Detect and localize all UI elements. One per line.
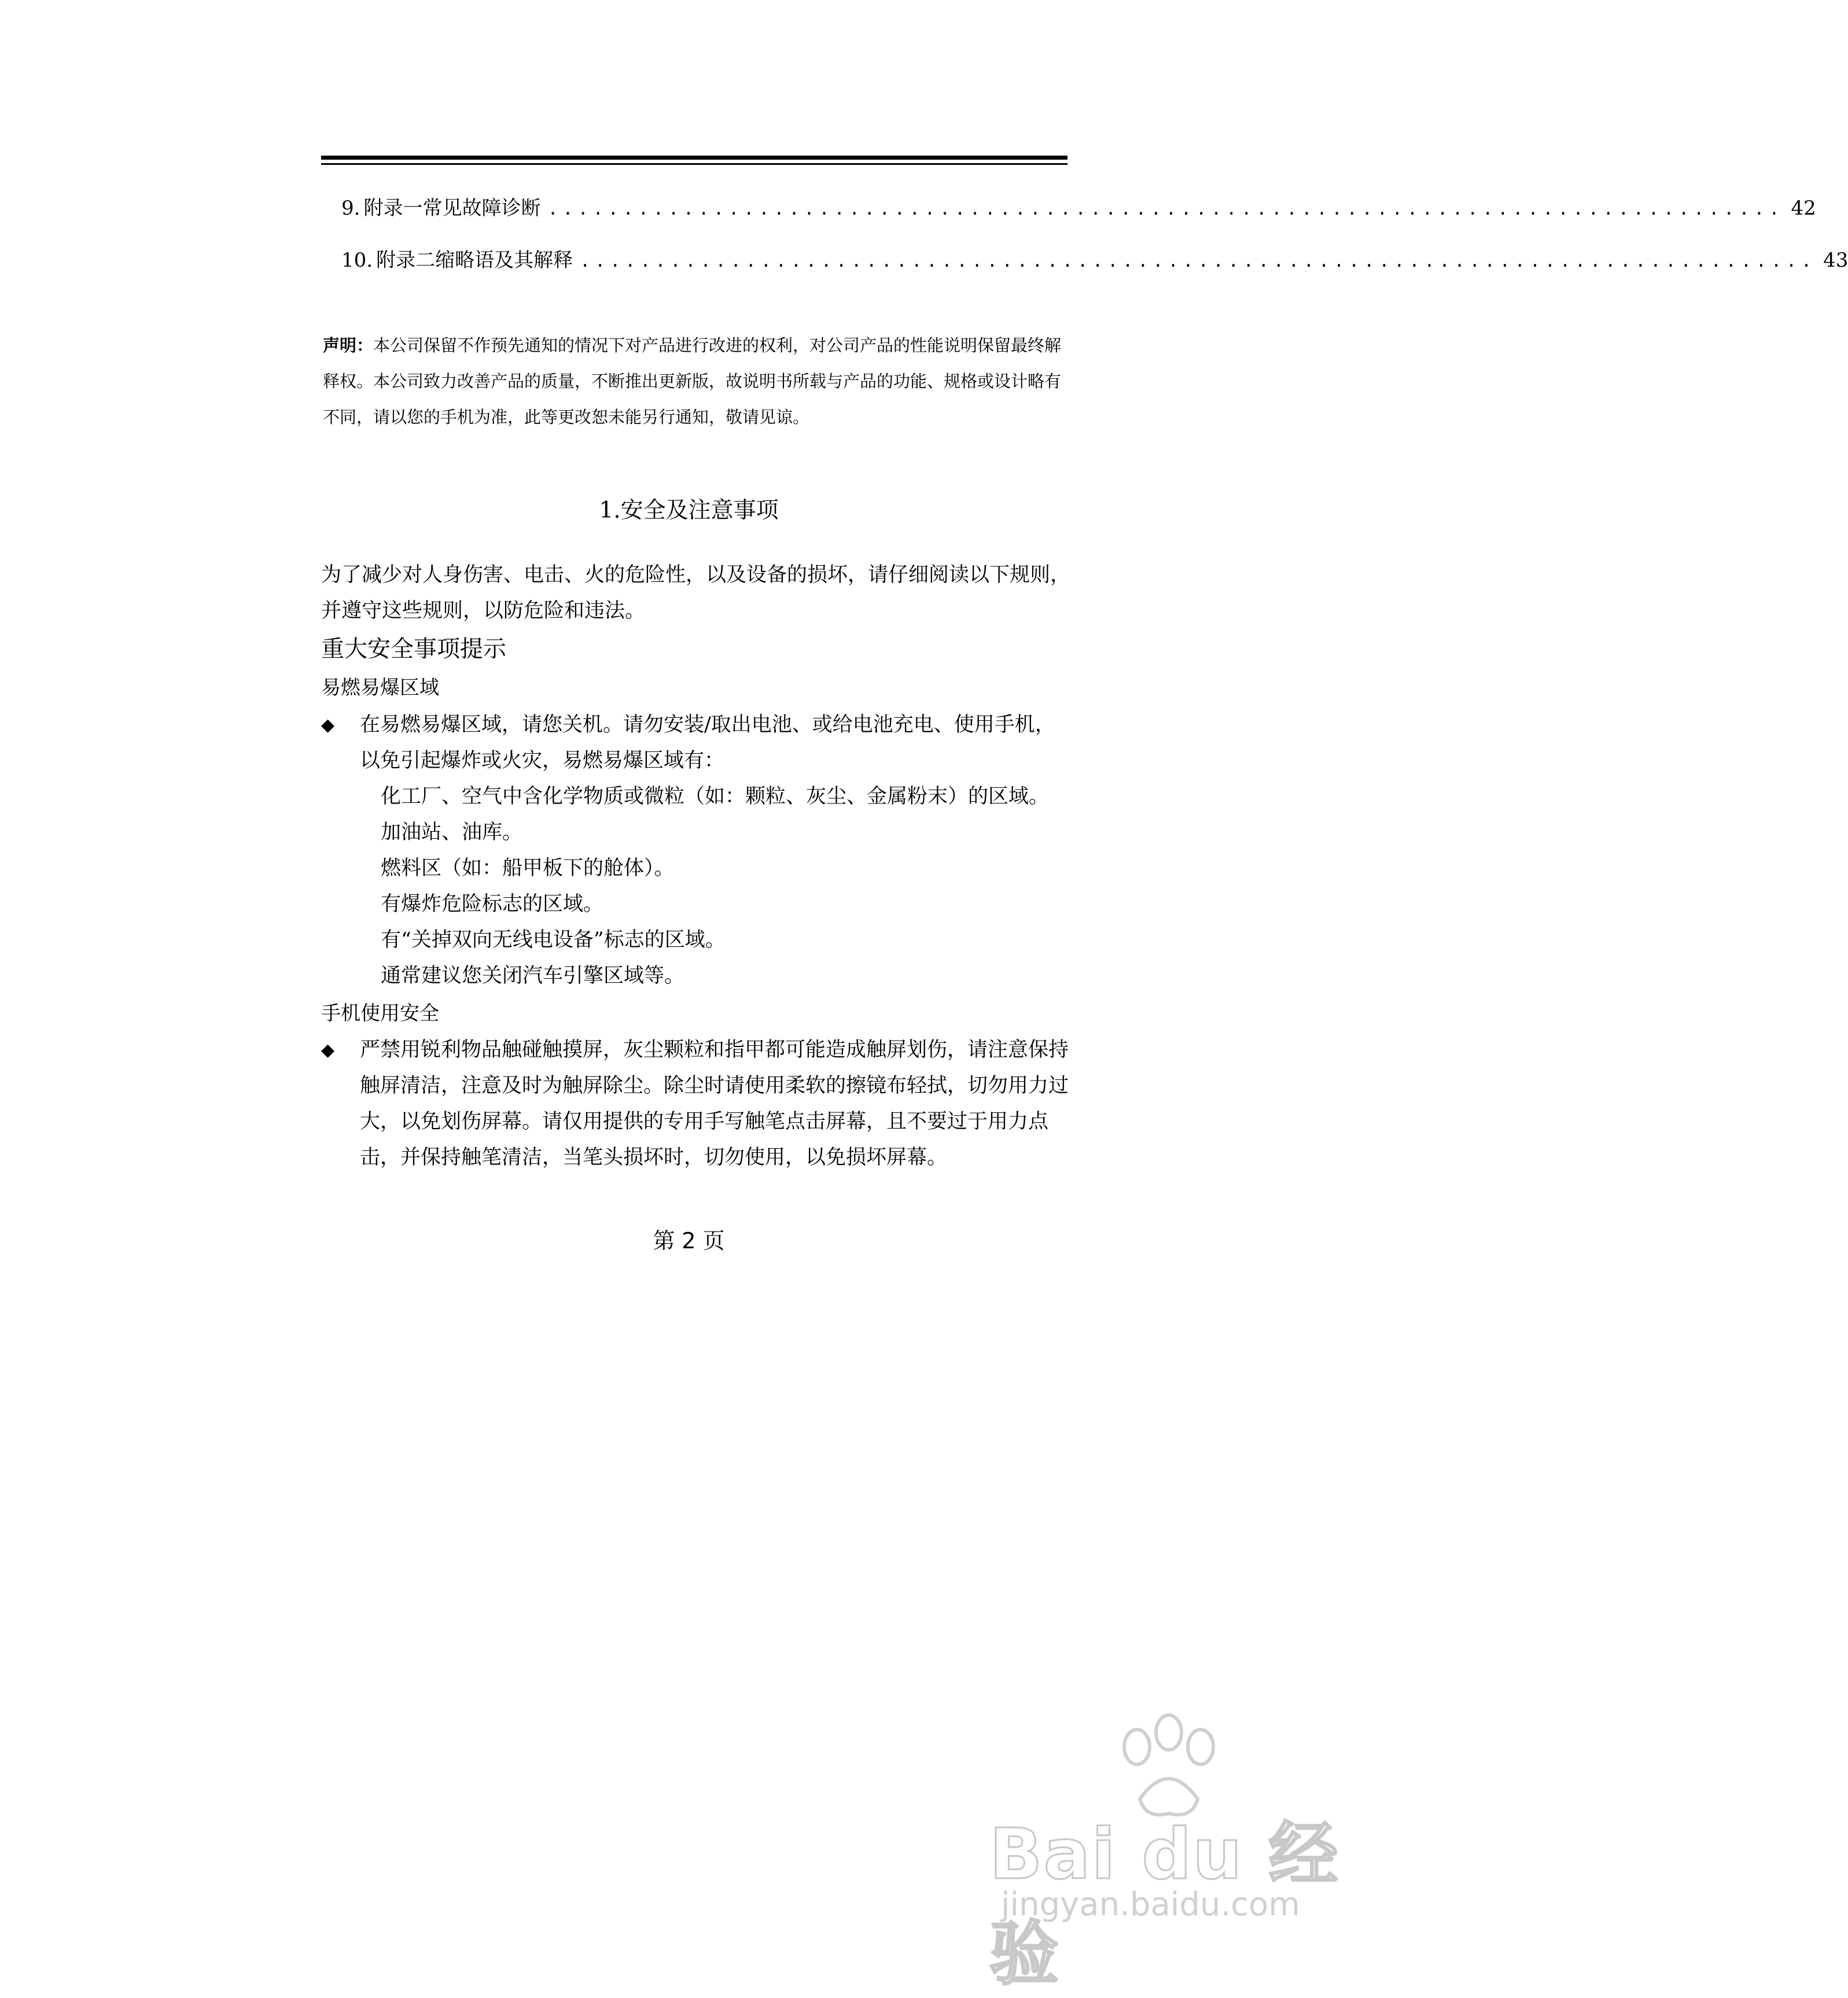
toc-entry-10[interactable]	[341, 248, 1848, 274]
toc-leader: ..................................................................................	[580, 251, 1817, 271]
flammable-item: 加油站、油库。	[381, 821, 523, 844]
phone-safety-bullet-text: 严禁用锐利物品触碰触摸屏，灰尘颗粒和指甲都可能造成触屏划伤，请注意保持触屏清洁，注意及时为触屏除尘。除尘时请使用柔软的擦镜布轻拭，切勿用力过大，以免划伤屏幕。请仅用提供的专用手写触笔点击屏幕，且不要过于用力点击，并保持触笔清洁，当笔头损坏时，切勿使用，以免损坏屏幕。	[360, 1038, 1069, 1169]
flammable-item: 有爆炸危险标志的区域。	[381, 893, 604, 916]
header-rule-thin	[321, 163, 1067, 165]
watermark-url: jingyan.baidu.com	[1001, 1886, 1300, 1923]
toc-number: 10.	[341, 249, 373, 272]
toc-entry-9[interactable]	[341, 196, 1816, 222]
toc-title: 常见故障诊断	[422, 197, 541, 220]
toc-page-number: 42	[1791, 197, 1816, 220]
section-title: 1.安全及注意事项	[599, 497, 779, 524]
flammable-bullet-text: 在易燃易爆区域，请您关机。请勿安装/取出电池、或给电池充电、使用手机，以免引起爆炸或火灾，易燃易爆区域有：	[360, 713, 1055, 772]
toc-title-prefix: 附录二	[376, 249, 436, 272]
baidu-watermark	[955, 1712, 1360, 1995]
toc-leader: ..................................................................................	[547, 199, 1784, 219]
toc-title-prefix: 附录一	[363, 197, 423, 220]
flammable-item: 通常建议您关闭汽车引擎区域等。	[381, 964, 685, 987]
toc-page-number: 43	[1823, 249, 1848, 272]
toc-title: 缩略语及其解释	[435, 249, 573, 272]
flammable-item: 燃料区（如：船甲板下的舱体）。	[381, 857, 675, 880]
phone-safety-heading: 手机使用安全	[321, 1002, 439, 1025]
disclaimer-notice	[323, 327, 1069, 435]
intro-paragraph: 为了减少对人身伤害、电击、火的危险性，以及设备的损坏，请仔细阅读以下规则，并遵守这些规则，以防危险和违法。	[321, 563, 1071, 622]
toc-number: 9.	[341, 197, 360, 220]
major-safety-heading: 重大安全事项提示	[321, 636, 506, 662]
header-rule-thick	[321, 156, 1067, 160]
disclaimer-label: 声明：	[323, 336, 374, 355]
disclaimer-text: 本公司保留不作预先通知的情况下对产品进行改进的权利，对公司产品的性能说明保留最终解释权。本公司致力改善产品的质量，不断推出更新版，故说明书所载与产品的功能、规格或设计略有不同，请以您的手机为准，此等更改恕未能另行通知，敬请见谅。	[323, 336, 1062, 427]
flammable-item: 有“关掉双向无线电设备”标志的区域。	[381, 928, 726, 952]
bullet-diamond-icon: ◆	[321, 1040, 335, 1060]
page-number: 第 2 页	[653, 1228, 725, 1254]
watermark-logo: Bai du 经验	[989, 1815, 1339, 1995]
flammable-heading: 易燃易爆区域	[321, 676, 439, 699]
bullet-diamond-icon: ◆	[321, 715, 335, 735]
flammable-item: 化工厂、空气中含化学物质或微粒（如：颗粒、灰尘、金属粉末）的区域。	[381, 785, 1050, 808]
